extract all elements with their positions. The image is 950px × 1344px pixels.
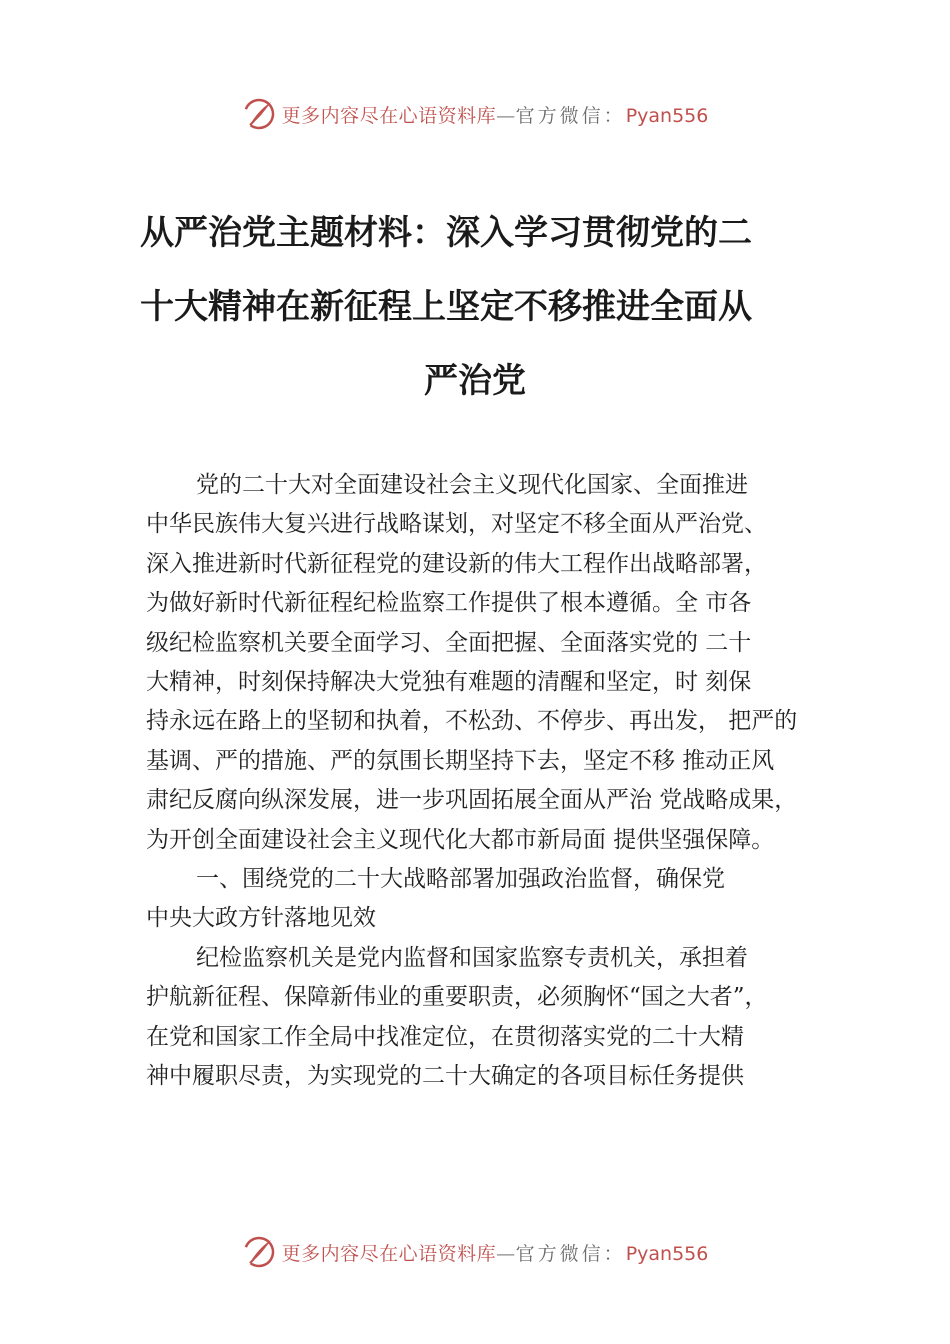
footer-banner (0, 1232, 950, 1272)
document-body (146, 466, 846, 1097)
paragraph-line: 肃纪反腐向纵深发展，进一步巩固拓展全面从严治 党战略成果， (146, 787, 798, 814)
header-banner-text (282, 101, 709, 128)
header-dash: — (496, 104, 516, 127)
paragraph-line: 党的二十大对全面建设社会主义现代化国家、全面推进 (196, 472, 748, 498)
document-title (140, 196, 810, 418)
paragraph-line: 护航新征程、保障新伟业的重要职责，必须胸怀“国之大者”， (146, 984, 768, 1011)
paragraph-line: 中华民族伟大复兴进行战略谋划，对坚定不移全面从严治党、 (146, 511, 767, 538)
quill-circle-logo-icon (242, 97, 276, 131)
paragraph-line: 持永远在路上的坚韧和执着，不松劲、不停步、再出发， 把严的 (146, 708, 798, 735)
paragraph-line: 为开创全面建设社会主义现代化大都市新局面 提供坚强保障。 (146, 826, 775, 853)
paragraph-line: 为做好新时代新征程纪检监察工作提供了根本遵循。全 市各 (146, 590, 752, 617)
footer-wechat-label: 官方微信： (515, 1242, 626, 1265)
quill-circle-logo-icon (242, 1235, 276, 1269)
paragraph-line: 大精神，时刻保持解决大党独有难题的清醒和坚定，时 刻保 (146, 669, 752, 696)
header-site-name: 更多内容尽在心语资料库 (281, 104, 497, 127)
header-banner (0, 94, 950, 134)
section-heading-line: 中央大政方针落地见效 (146, 905, 376, 932)
title-line: 十大精神在新征程上坚定不移推进全面从 (140, 287, 752, 327)
footer-wechat-id: Pyan556 (625, 1242, 709, 1265)
paragraph-line: 基调、严的措施、严的氛围长期坚持下去，坚定不移 推动正风 (146, 747, 775, 774)
header-wechat-id: Pyan556 (625, 104, 709, 127)
title-line: 从严治党主题材料：深入学习贯彻党的二 (140, 213, 752, 253)
title-line: 严治党 (424, 361, 526, 401)
footer-dash: — (496, 1242, 516, 1265)
footer-site-name: 更多内容尽在心语资料库 (281, 1242, 497, 1265)
paragraph-line: 纪检监察机关是党内监督和国家监察专责机关，承担着 (196, 944, 748, 971)
paragraph-line: 深入推进新时代新征程党的建设新的伟大工程作出战略部署， (146, 550, 767, 577)
header-wechat-label: 官方微信： (515, 104, 626, 127)
paragraph-line: 在党和国家工作全局中找准定位，在贯彻落实党的二十大精 (146, 1023, 744, 1050)
section-heading-line: 一、围绕党的二十大战略部署加强政治监督，确保党 (196, 866, 725, 893)
paragraph-line: 级纪检监察机关要全面学习、全面把握、全面落实党的 二十 (146, 629, 752, 656)
paragraph-line: 神中履职尽责，为实现党的二十大确定的各项目标任务提供 (146, 1063, 744, 1090)
footer-banner-text (282, 1239, 709, 1266)
